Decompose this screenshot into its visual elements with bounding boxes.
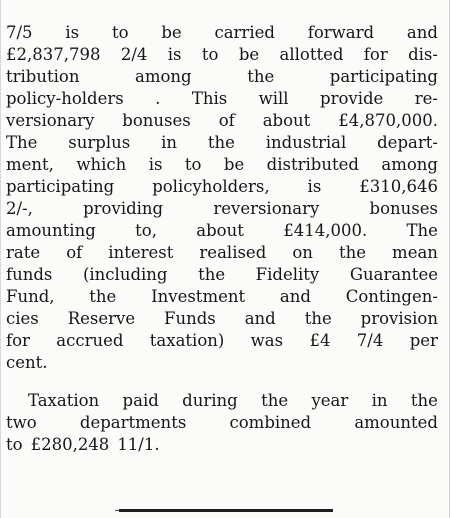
word: The [6, 133, 38, 152]
word: re- [414, 89, 438, 108]
word: bonuses [369, 199, 438, 218]
text-line [6, 110, 438, 132]
word: policy-holders [6, 89, 124, 108]
word: the [410, 391, 438, 410]
word: of [218, 111, 235, 130]
word: depart- [377, 133, 438, 152]
word: Reserve [67, 309, 136, 328]
word: . [155, 89, 161, 108]
word: cies [6, 309, 39, 328]
word: £414,000. [283, 221, 368, 240]
word: paid [122, 391, 159, 410]
word: and [244, 309, 276, 328]
word: provision [360, 309, 438, 328]
text-line [6, 220, 438, 242]
word: is [167, 45, 182, 64]
word: and [406, 23, 438, 42]
word: rate [6, 243, 41, 262]
word: This [191, 89, 228, 108]
word: during [182, 391, 238, 410]
word: two [6, 413, 37, 432]
word: for [363, 45, 388, 64]
word: is [148, 155, 163, 174]
word: taxation) [149, 331, 225, 350]
text-line [6, 44, 438, 66]
word: be [161, 23, 182, 42]
word: carried [214, 23, 275, 42]
word: the [304, 309, 332, 328]
word: 7/5 [6, 23, 33, 42]
word: accrued [56, 331, 124, 350]
word: £2,837,798 [6, 45, 101, 64]
word: the [261, 391, 289, 410]
word: ment, [6, 155, 54, 174]
word: Guarantee [349, 265, 438, 284]
word: cent. [6, 353, 48, 372]
column-end-rule [119, 509, 333, 512]
article-column [6, 22, 438, 456]
word: the [247, 67, 275, 86]
word: to, [135, 221, 157, 240]
word: to [111, 23, 129, 42]
word: Investment [151, 287, 246, 306]
word: 2/-, [6, 199, 33, 218]
text-line [6, 88, 438, 110]
text-line [6, 264, 438, 286]
word: £4 [309, 331, 331, 350]
text-line [6, 176, 438, 198]
word: the [89, 287, 117, 306]
text-line [6, 242, 438, 264]
word: to [6, 435, 23, 454]
word: combined [229, 413, 312, 432]
word: £4,870,000. [338, 111, 438, 130]
word: Fund, [6, 287, 55, 306]
paragraph-1 [6, 22, 438, 374]
word: about [262, 111, 311, 130]
word: among [381, 155, 438, 174]
text-line [6, 286, 438, 308]
text-line [6, 330, 438, 352]
text-line [6, 352, 438, 374]
word: bonuses [122, 111, 191, 130]
word: of [66, 243, 83, 262]
word: amounted [354, 413, 438, 432]
text-line [6, 66, 438, 88]
paragraph-gap [6, 374, 438, 390]
word: in [161, 133, 177, 152]
word: and [279, 287, 311, 306]
word: participating [329, 67, 438, 86]
word: the [207, 133, 235, 152]
word: interest [108, 243, 174, 262]
word: which [76, 155, 127, 174]
word: departments [79, 413, 187, 432]
word: will [258, 89, 289, 108]
word: is [307, 177, 322, 196]
word: £310,646 [359, 177, 438, 196]
word: per [409, 331, 438, 350]
word: Taxation [28, 391, 100, 410]
word: realised [199, 243, 267, 262]
text-line [6, 308, 438, 330]
word: for [6, 331, 30, 350]
word: industrial [265, 133, 347, 152]
word: Funds [164, 309, 216, 328]
word: £280,248 [30, 435, 110, 454]
text-line [6, 412, 438, 434]
word: Contingen- [345, 287, 438, 306]
word: tribution [6, 67, 80, 86]
word: 2/4 [120, 45, 148, 64]
text-line [6, 22, 438, 44]
word: year [311, 391, 349, 410]
word: mean [392, 243, 438, 262]
word: to [201, 45, 219, 64]
word: forward [307, 23, 375, 42]
word: policyholders, [152, 177, 270, 196]
text-line [6, 198, 438, 220]
word: providing [83, 199, 164, 218]
word: 7/4 [356, 331, 384, 350]
word: (including [82, 265, 168, 284]
word: versionary [6, 111, 95, 130]
word: is [65, 23, 80, 42]
word: the [338, 243, 366, 262]
word: reversionary [213, 199, 320, 218]
word: among [135, 67, 192, 86]
word: was [250, 331, 284, 350]
text-line [6, 132, 438, 154]
word: in [371, 391, 388, 410]
text-line [6, 390, 438, 412]
text-line [6, 154, 438, 176]
word: about [196, 221, 244, 240]
word: be [223, 155, 245, 174]
word: participating [6, 177, 115, 196]
word: 11/1. [117, 435, 160, 454]
word: surplus [68, 133, 131, 152]
word: on [292, 243, 313, 262]
word: distributed [266, 155, 359, 174]
word: be [238, 45, 260, 64]
word: allotted [279, 45, 344, 64]
word: Fidelity [255, 265, 320, 284]
word: amounting [6, 221, 96, 240]
word: dis- [408, 45, 438, 64]
word: The [406, 221, 438, 240]
word: funds [6, 265, 53, 284]
word: to [184, 155, 202, 174]
word: provide [320, 89, 384, 108]
text-line [6, 434, 438, 456]
word: the [198, 265, 226, 284]
paragraph-2 [6, 390, 438, 456]
